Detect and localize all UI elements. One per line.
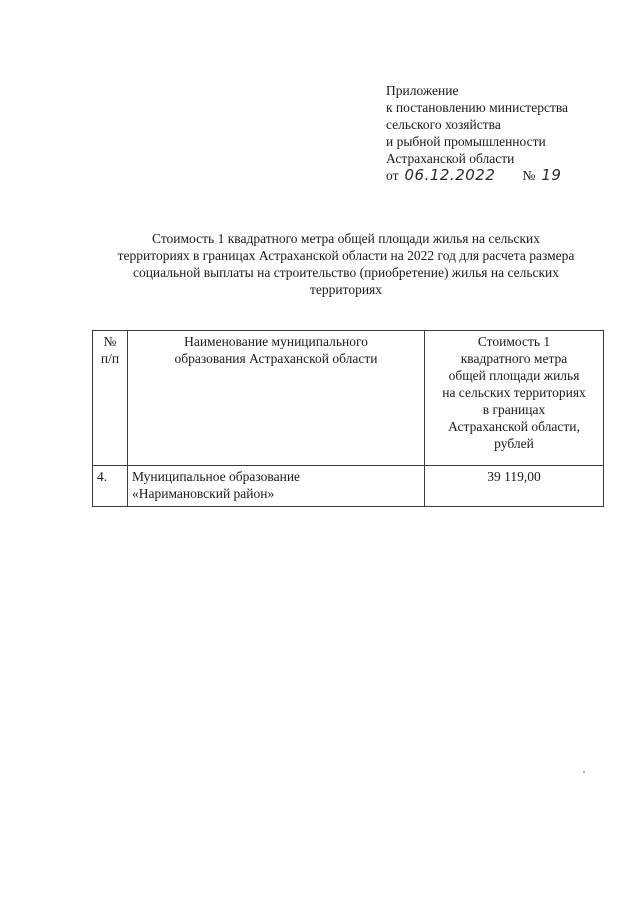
row-number: 4. — [93, 466, 128, 507]
appendix-line: Приложение — [386, 83, 459, 98]
scan-speck — [583, 771, 585, 773]
date-prefix: от — [386, 168, 399, 183]
appendix-date-line — [386, 167, 626, 184]
header-cost: Стоимость 1 квадратного метра общей площади жилья на сельских территориях в границах Астраханской области, рублей — [425, 331, 604, 466]
title-line: Стоимость 1 квадратного метра общей площади жилья на сельских — [152, 231, 540, 246]
title-line: территориях — [309, 282, 383, 297]
header-number: № п/п — [93, 331, 128, 466]
table-header-row — [93, 331, 604, 466]
row-cost: 39 119,00 — [425, 466, 604, 507]
title-line: территориях в границах Астраханской области на 2022 год для расчета размера — [117, 248, 575, 263]
appendix-line: и рыбной промышленности — [386, 134, 546, 149]
appendix-line: к постановлению министерства — [386, 100, 569, 115]
cost-table — [92, 330, 604, 507]
document-title — [92, 230, 600, 298]
handwritten-date: 06.12.2022 — [404, 166, 496, 184]
number-label: № — [522, 168, 536, 183]
title-line: социальной выплаты на строительство (приобретение) жилья на сельских — [132, 265, 560, 280]
appendix-line: сельского хозяйства — [386, 117, 501, 132]
table-row — [93, 466, 604, 507]
appendix-header — [386, 82, 626, 184]
handwritten-number: 19 — [541, 166, 562, 184]
row-municipality: Муниципальное образование «Наримановский район» — [128, 466, 425, 507]
header-municipality: Наименование муниципального образования Астраханской области — [128, 331, 425, 466]
appendix-line: Астраханской области — [386, 151, 515, 166]
